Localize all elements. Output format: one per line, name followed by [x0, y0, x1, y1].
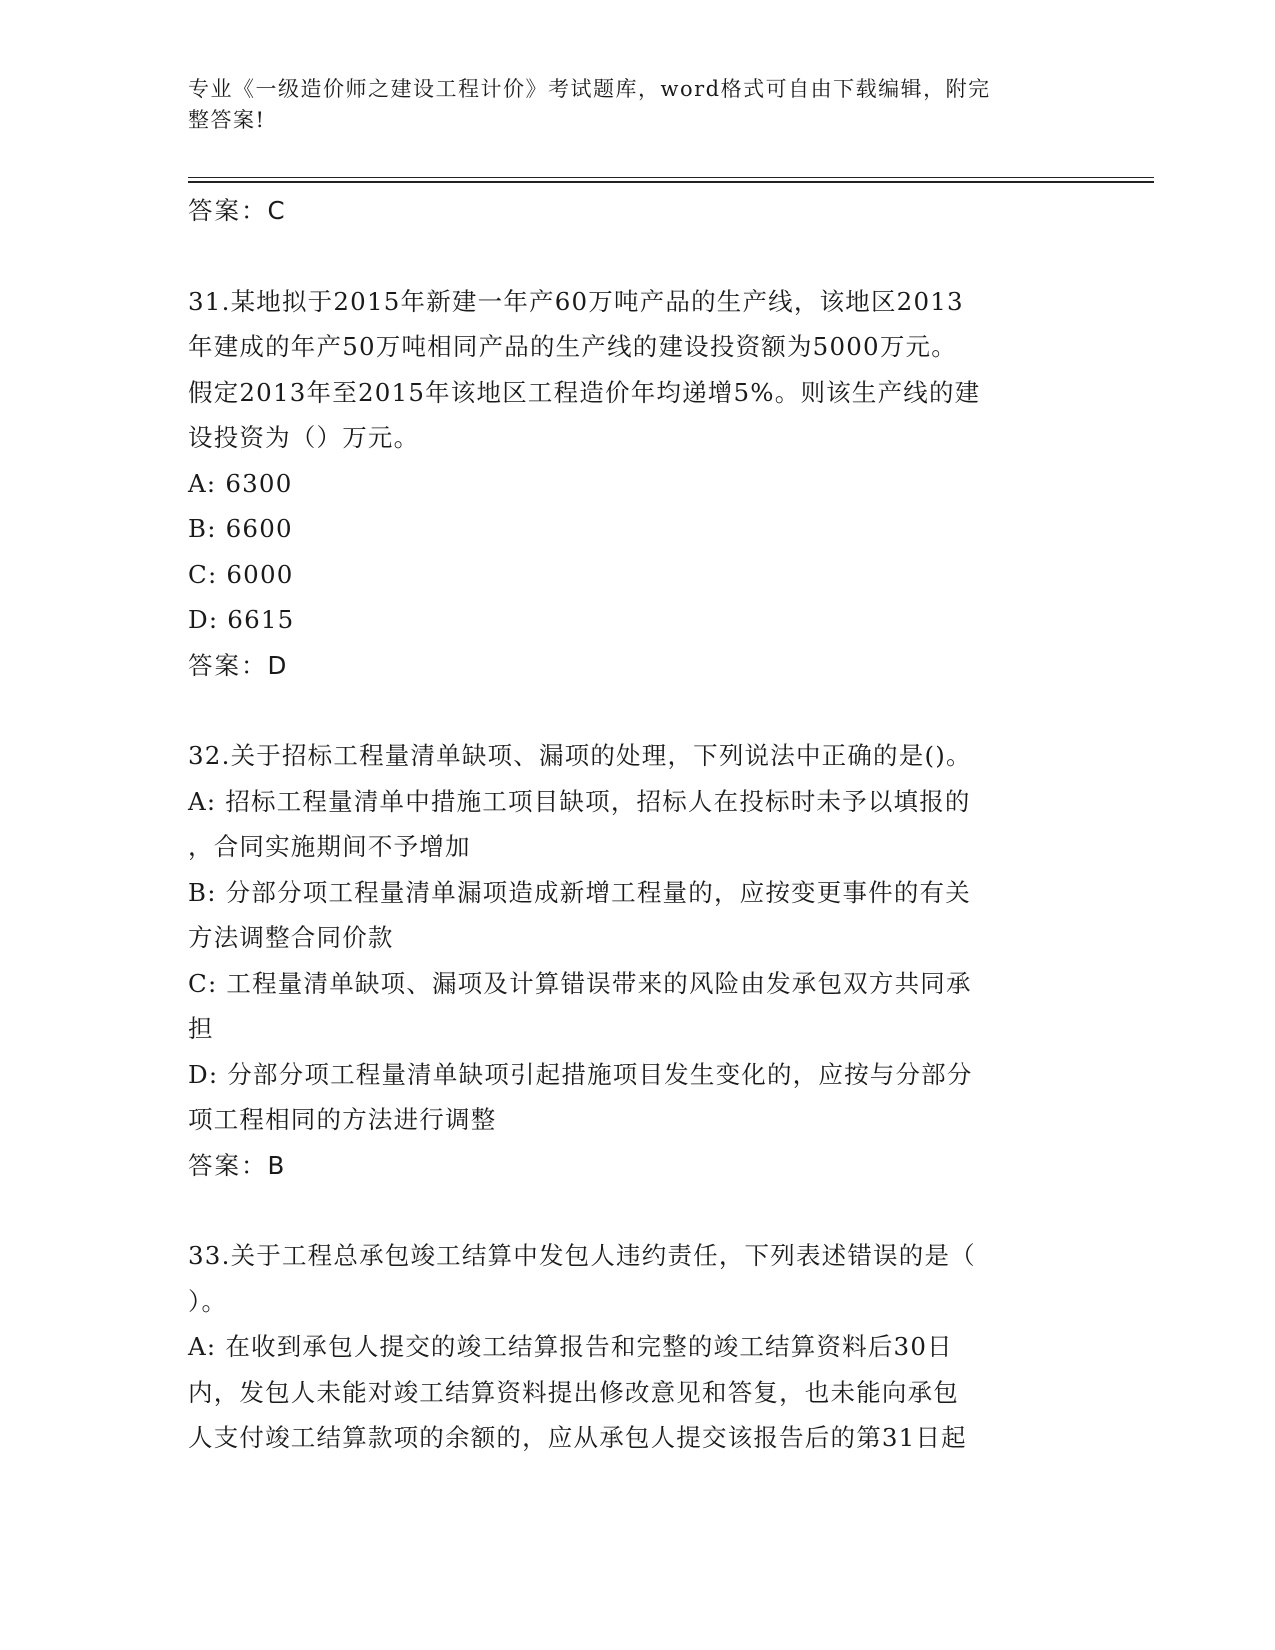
question-text-line: 年建成的年产50万吨相同产品的生产线的建设投资额为5000万元。	[188, 332, 957, 361]
question-text-line: 设投资为（）万元。	[188, 423, 420, 452]
header-line-2: 整答案!	[188, 108, 266, 132]
question-text-line: 31.某地拟于2015年新建一年产60万吨产品的生产线，该地区2013	[188, 286, 964, 316]
option-c-continued: 担	[188, 1014, 214, 1043]
answer-label: 答案：C	[188, 196, 287, 225]
option-a-continued: ，合同实施期间不予增加	[188, 832, 471, 861]
option-d-continued: 项工程相同的方法进行调整	[188, 1105, 497, 1134]
question-32	[188, 733, 1078, 1188]
option-d: D: 6615	[188, 605, 295, 634]
question-content	[188, 188, 1078, 1461]
header-divider-thick	[188, 181, 1154, 183]
question-text-line: 32.关于招标工程量清单缺项、漏项的处理，下列说法中正确的是()。	[188, 741, 972, 770]
question-31	[188, 279, 1078, 689]
option-c: C: 6000	[188, 559, 294, 589]
spacer	[188, 234, 1078, 279]
option-c: C: 工程量清单缺项、漏项及计算错误带来的风险由发承包双方共同承	[188, 968, 972, 998]
header-line-1: 专业《一级造价师之建设工程计价》考试题库，word格式可自由下载编辑，附完	[188, 77, 991, 101]
answer-label: 答案：B	[188, 1150, 287, 1180]
header-divider-thin	[188, 177, 1154, 178]
page-header	[188, 74, 1068, 136]
option-a: A: 在收到承包人提交的竣工结算报告和完整的竣工结算资料后30日	[188, 1332, 953, 1361]
option-a: A: 招标工程量清单中措施工项目缺项，招标人在投标时未予以填报的	[188, 786, 971, 816]
question-text-line: 假定2013年至2015年该地区工程造价年均递增5%。则该生产线的建	[188, 377, 981, 407]
option-a-continued: 内，发包人未能对竣工结算资料提出修改意见和答复，也未能向承包	[188, 1377, 959, 1407]
spacer	[188, 688, 1078, 733]
option-a-continued: 人支付竣工结算款项的余额的，应从承包人提交该报告后的第31日起	[188, 1423, 967, 1452]
option-a: A: 6300	[188, 468, 293, 498]
answer-label: 答案：D	[188, 650, 289, 680]
question-33	[188, 1233, 1078, 1461]
option-b-continued: 方法调整合同价款	[188, 923, 394, 952]
option-b: B: 分部分项工程量清单漏项造成新增工程量的，应按变更事件的有关	[188, 877, 971, 907]
option-b: B: 6600	[188, 514, 293, 543]
question-text-line: 33.关于工程总承包竣工结算中发包人违约责任，下列表述错误的是（	[188, 1241, 976, 1270]
question-text-line: ）。	[188, 1286, 228, 1316]
spacer	[188, 1188, 1078, 1233]
option-d: D: 分部分项工程量清单缺项引起措施项目发生变化的，应按与分部分	[188, 1059, 973, 1089]
